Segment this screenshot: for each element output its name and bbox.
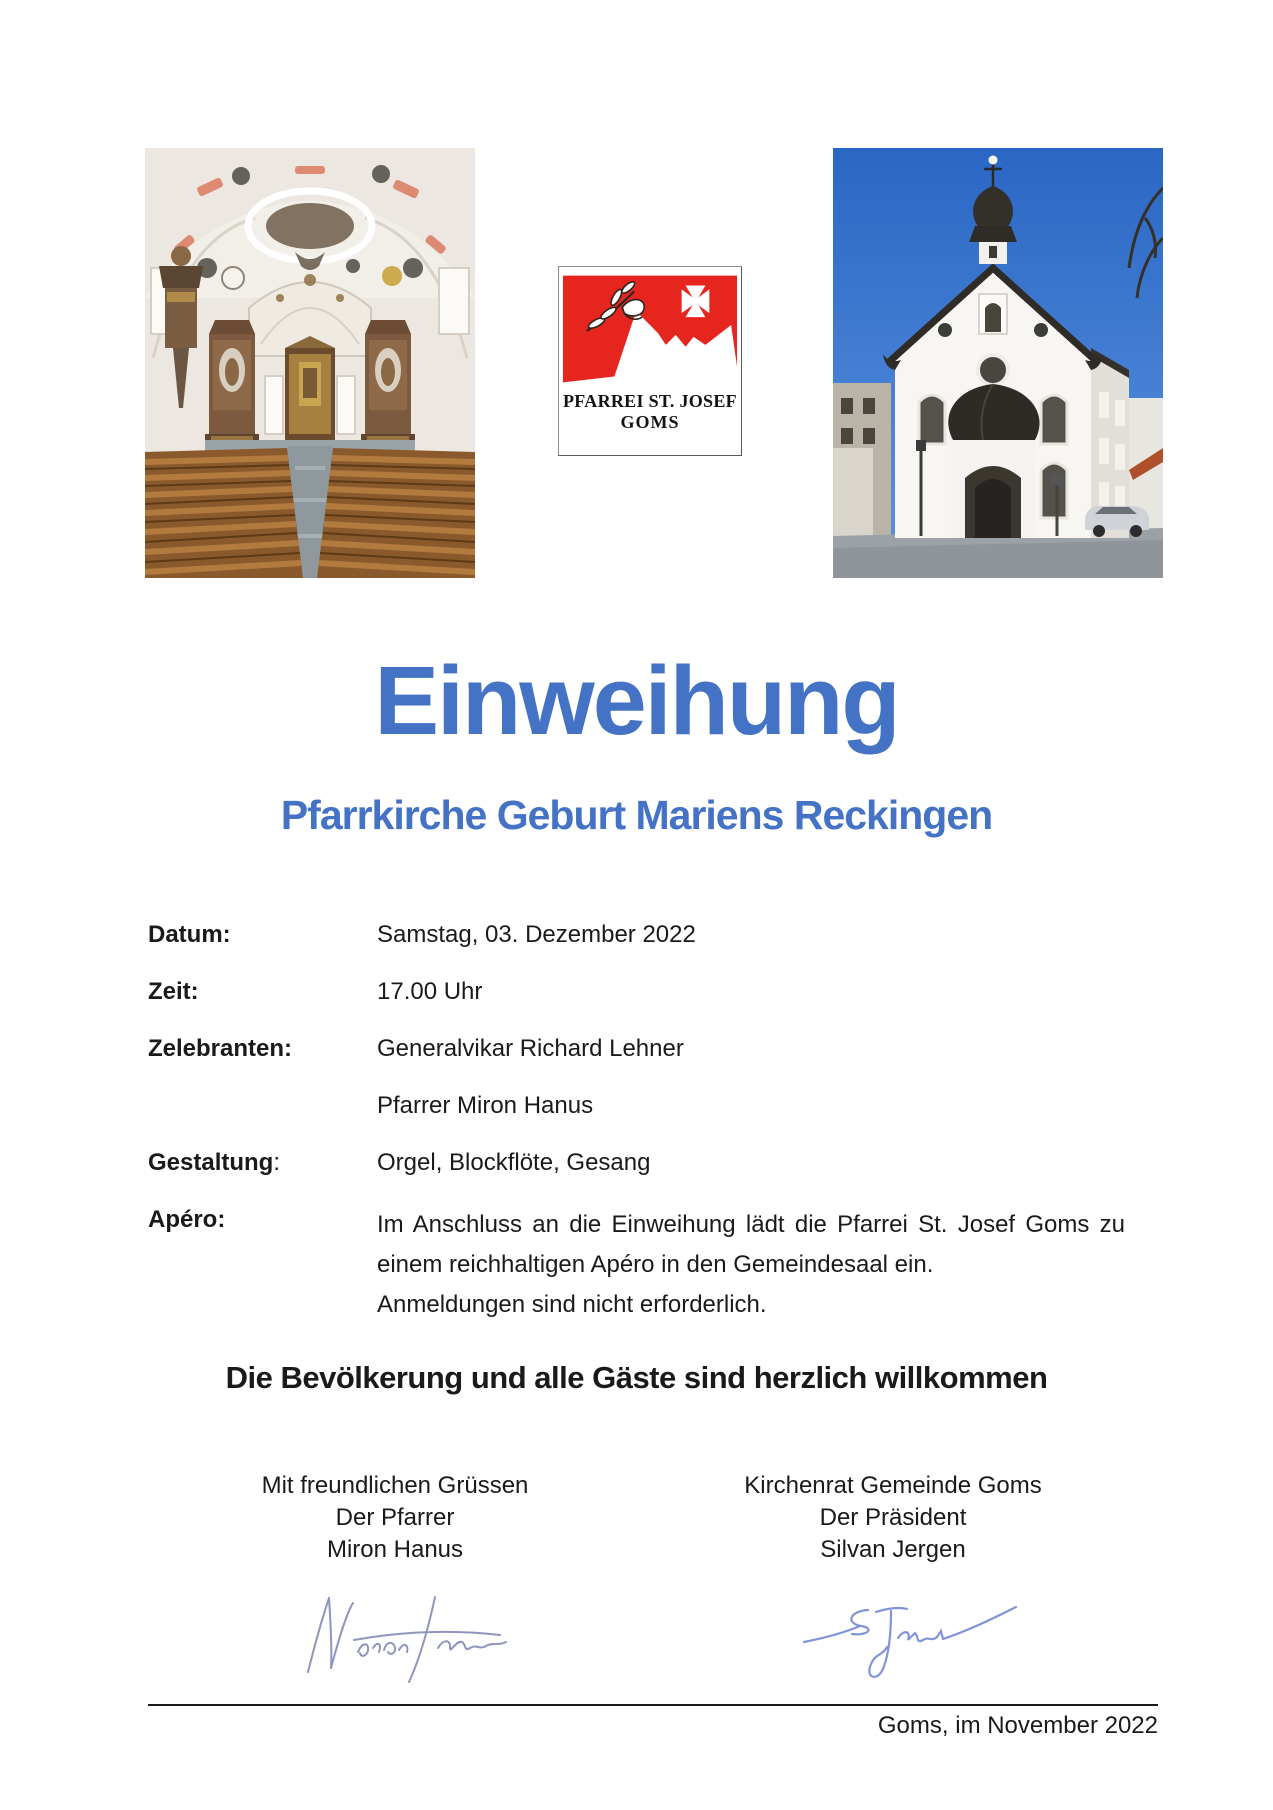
signoff-line: Mit freundlichen Grüssen	[261, 1472, 529, 1499]
page-title: Einweihung	[374, 646, 899, 755]
church-exterior-illustration	[833, 148, 1163, 578]
apero-note: Anmeldungen sind nicht erforderlich.	[377, 1291, 767, 1318]
church-interior-photo	[145, 148, 475, 578]
apero-paragraph: Im Anschluss an die Einweihung lädt die Pfarrei St. Josef Goms zu einem reichhaltigen Apéro in den Gemeindesaal ein.	[377, 1211, 1125, 1278]
logo-text	[559, 391, 741, 432]
detail-row-datum	[148, 920, 1125, 949]
signoff-pfarrer	[225, 1470, 565, 1566]
detail-value: Generalvikar Richard Lehner	[377, 1035, 684, 1062]
signature-silvan-jergen	[802, 1582, 1032, 1688]
detail-row-zelebranten	[148, 1034, 1125, 1063]
detail-value: Samstag, 03. Dezember 2022	[377, 921, 696, 948]
detail-row-gestaltung	[148, 1148, 1125, 1177]
signature-silvan-jergen-ink	[802, 1582, 1032, 1688]
footer-divider	[148, 1704, 1158, 1706]
detail-row-zelebranten-2	[148, 1091, 1125, 1120]
detail-value: Pfarrer Miron Hanus	[377, 1092, 594, 1119]
logo-line2: GOMS	[620, 411, 680, 432]
detail-value: Orgel, Blockflöte, Gesang	[377, 1149, 651, 1176]
welcome-line: Die Bevölkerung und alle Gäste sind herzlich willkommen	[225, 1360, 1048, 1395]
footer-date: Goms, im November 2022	[877, 1712, 1158, 1739]
detail-row-apero	[148, 1205, 1125, 1325]
signoff-line: Der Pfarrer	[335, 1504, 455, 1531]
signature-miron-hanus	[298, 1590, 520, 1688]
signoff-line: Der Präsident	[819, 1504, 967, 1531]
signoff-praesident	[723, 1470, 1063, 1566]
church-interior-illustration	[145, 148, 475, 578]
parish-logo	[558, 266, 742, 456]
signoff-line: Miron Hanus	[326, 1536, 464, 1563]
detail-value	[377, 1205, 1125, 1325]
event-details	[148, 920, 1125, 1325]
detail-label: Gestaltung:	[148, 1149, 281, 1176]
logo-banner	[559, 267, 741, 389]
signature-miron-hanus-ink	[298, 1590, 520, 1688]
detail-value: 17.00 Uhr	[377, 978, 483, 1005]
detail-label: Zelebranten:	[148, 1035, 293, 1062]
church-exterior-photo	[833, 148, 1163, 578]
logo-line1: PFARREI ST. JOSEF	[563, 391, 737, 411]
signoff-line: Silvan Jergen	[820, 1536, 966, 1563]
signoff-line: Kirchenrat Gemeinde Goms	[744, 1472, 1042, 1499]
detail-label: Apéro:	[148, 1206, 226, 1233]
page-subtitle: Pfarrkirche Geburt Mariens Reckingen	[280, 792, 993, 838]
detail-label: Zeit:	[148, 978, 199, 1005]
detail-row-zeit	[148, 977, 1125, 1006]
detail-label: Datum:	[148, 921, 231, 948]
